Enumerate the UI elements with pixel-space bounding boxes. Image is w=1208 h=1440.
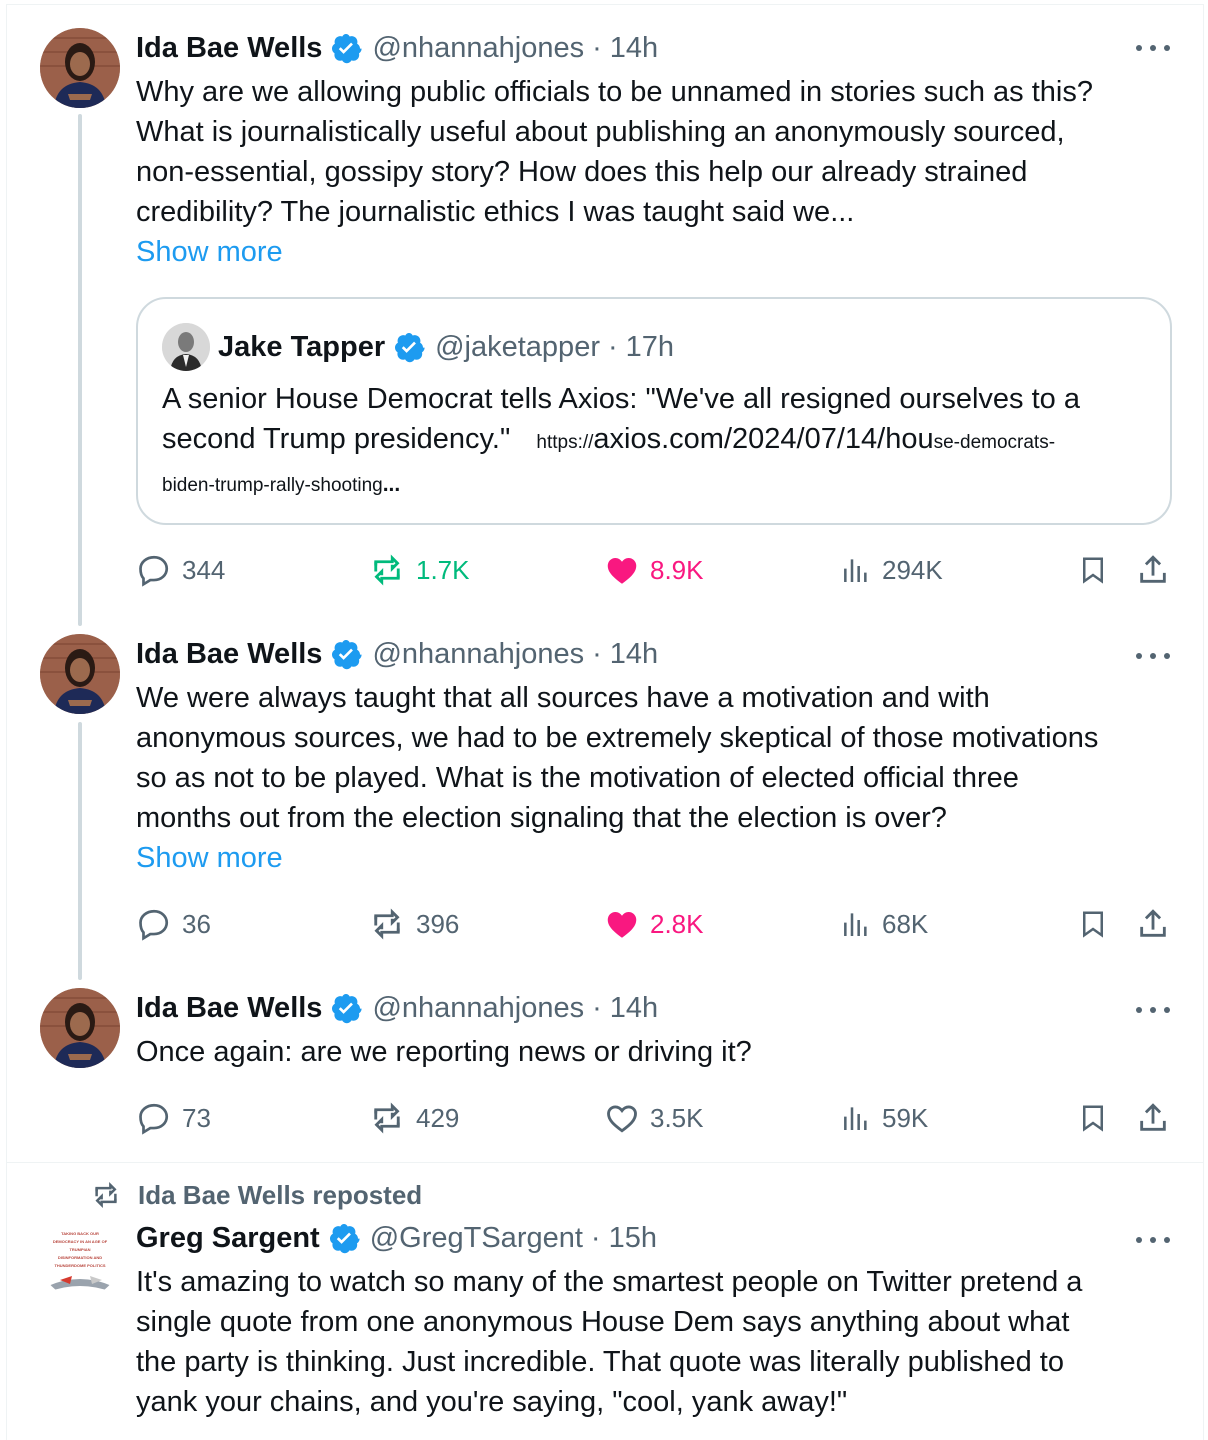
more-options-icon[interactable] <box>1136 651 1170 661</box>
view-count: 59K <box>882 1102 929 1133</box>
thread-line <box>78 114 82 626</box>
user-handle[interactable]: @nhannahjones <box>372 991 585 1024</box>
link-main[interactable]: axios.com/2024/07/14/hou <box>593 423 934 455</box>
repost-label: Ida Bae Wells reposted <box>138 1179 423 1210</box>
user-handle[interactable]: @nhannahjones <box>372 637 585 670</box>
like-count: 8.9K <box>650 554 704 585</box>
separator: · <box>592 31 602 64</box>
show-more-link[interactable]: Show more <box>136 842 283 874</box>
verified-badge-icon <box>330 638 362 670</box>
text-line: anonymous sources, we had to be extremely skeptical of those motivations <box>136 722 1099 754</box>
repost-indicator[interactable] <box>90 1178 422 1212</box>
share-button[interactable] <box>1136 1098 1180 1138</box>
repost-button[interactable] <box>368 904 459 944</box>
avatar[interactable] <box>40 634 120 714</box>
like-button[interactable] <box>604 550 704 590</box>
link-prefix[interactable]: https:// <box>536 432 594 453</box>
profile-photo-icon <box>162 323 210 371</box>
thread-line <box>78 722 82 980</box>
text-line: non-essential, gossipy story? How does this help our already strained <box>136 156 1028 188</box>
quoted-line-2 <box>162 419 1162 463</box>
quoted-header <box>218 327 674 367</box>
user-handle[interactable]: @nhannahjones <box>372 31 585 64</box>
timestamp[interactable]: 14h <box>609 637 659 670</box>
heart-filled-icon <box>604 552 640 588</box>
display-name[interactable]: Ida Bae Wells <box>136 31 323 64</box>
repost-count: 396 <box>416 908 460 939</box>
reply-icon <box>136 906 172 942</box>
profile-photo-icon <box>40 634 120 714</box>
tweet-text <box>136 1032 1176 1072</box>
repost-button[interactable] <box>368 550 470 590</box>
bookmark-button[interactable] <box>1078 904 1118 944</box>
display-name[interactable]: Jake Tapper <box>218 330 386 363</box>
bookmark-button[interactable] <box>1078 1098 1118 1138</box>
quoted-line-1: A senior House Democrat tells Axios: "We've all resigned ourselves to a <box>162 383 1080 415</box>
reply-count: 73 <box>182 1102 211 1133</box>
heart-outline-icon <box>604 1100 640 1136</box>
display-name[interactable]: Ida Bae Wells <box>136 991 323 1024</box>
share-icon <box>1136 552 1170 588</box>
book-cover-text: TAKING BACK OUR DEMOCRACY IN AN AGE OF TRUMPIAN DISINFORMATION AND THUNDERDOME POLITICS <box>52 1231 108 1268</box>
verified-badge-icon <box>393 331 425 363</box>
avatar[interactable] <box>40 28 120 108</box>
quoted-line-text: second Trump presidency." <box>162 423 511 455</box>
timestamp[interactable]: 15h <box>608 1221 657 1254</box>
text-line: What is journalistically useful about publishing an anonymously sourced, <box>136 116 1065 148</box>
like-button[interactable] <box>604 904 704 944</box>
verified-badge-icon <box>330 992 362 1024</box>
reply-button[interactable] <box>136 904 211 944</box>
verified-badge-icon <box>328 1222 360 1254</box>
separator: · <box>592 991 602 1024</box>
quoted-tweet[interactable] <box>136 297 1172 525</box>
verified-badge-icon <box>330 32 362 64</box>
more-options-icon[interactable] <box>1136 1005 1170 1015</box>
views-chart-icon <box>840 1100 872 1136</box>
bookmark-icon <box>1078 1100 1108 1136</box>
views-button[interactable] <box>840 1098 928 1138</box>
views-chart-icon <box>840 552 872 588</box>
repost-icon <box>368 552 406 588</box>
text-line: the party is thinking. Just incredible. That quote was literally published to <box>136 1346 1064 1378</box>
profile-photo-icon <box>40 988 120 1068</box>
tweet-text <box>136 1262 1176 1422</box>
separator: · <box>590 1221 601 1254</box>
tweet-divider <box>7 1162 1204 1163</box>
views-button[interactable] <box>840 550 943 590</box>
view-count: 294K <box>882 554 943 585</box>
user-handle[interactable]: @GregTSargent <box>369 1221 583 1254</box>
share-icon <box>1136 1100 1170 1136</box>
reply-icon <box>136 552 172 588</box>
text-line: months out from the election signaling that the election is over? <box>136 802 947 834</box>
separator: · <box>607 330 618 363</box>
text-line: credibility? The journalistic ethics I was taught said we... <box>136 196 855 228</box>
views-chart-icon <box>840 906 872 942</box>
text-line: Why are we allowing public officials to be unnamed in stories such as this? <box>136 76 1093 108</box>
display-name[interactable]: Greg Sargent <box>136 1221 320 1254</box>
share-icon <box>1136 906 1170 942</box>
display-name[interactable]: Ida Bae Wells <box>136 637 323 670</box>
tweet-header <box>136 988 658 1028</box>
more-options-icon[interactable] <box>1136 1235 1170 1245</box>
link-rest[interactable]: se-democrats- <box>933 432 1056 453</box>
more-options-icon[interactable] <box>1136 43 1170 53</box>
tweet-header <box>136 1218 657 1258</box>
repost-icon <box>368 906 406 942</box>
view-count: 68K <box>882 908 929 939</box>
avatar[interactable] <box>40 988 120 1068</box>
repost-count: 429 <box>416 1102 460 1133</box>
timestamp[interactable]: 17h <box>625 330 675 363</box>
tweet-text <box>136 678 1176 838</box>
reply-count: 36 <box>182 908 211 939</box>
text-line: We were always taught that all sources have a motivation and with <box>136 682 990 714</box>
bookmark-button[interactable] <box>1078 550 1118 590</box>
quoted-text <box>162 379 1162 496</box>
action-bar <box>136 1098 1176 1138</box>
text-line: Once again: are we reporting news or driving it? <box>136 1036 752 1068</box>
like-button[interactable] <box>604 1098 704 1138</box>
action-bar <box>136 904 1176 944</box>
profile-photo-icon <box>40 28 120 108</box>
show-more-link[interactable]: Show more <box>136 236 283 268</box>
tweet-text <box>136 72 1176 232</box>
share-button[interactable] <box>1136 550 1180 590</box>
reply-button[interactable] <box>136 550 225 590</box>
text-line: single quote from one anonymous House Dem says anything about what <box>136 1306 1070 1338</box>
repost-button[interactable] <box>368 1098 459 1138</box>
repost-count: 1.7K <box>416 554 470 585</box>
repost-icon <box>90 1180 122 1210</box>
text-line: so as not to be played. What is the motivation of elected official three <box>136 762 1019 794</box>
avatar[interactable] <box>40 1218 120 1298</box>
link-ellipsis: ... <box>382 473 401 496</box>
heart-filled-icon <box>604 906 640 942</box>
text-line: It's amazing to watch so many of the smartest people on Twitter pretend a <box>136 1266 1083 1298</box>
timestamp[interactable]: 14h <box>609 31 659 64</box>
reply-count: 344 <box>182 554 226 585</box>
share-button[interactable] <box>1136 904 1180 944</box>
reply-icon <box>136 1100 172 1136</box>
link-tail[interactable] <box>162 465 400 506</box>
like-count: 3.5K <box>650 1102 704 1133</box>
bookmark-icon <box>1078 552 1108 588</box>
like-count: 2.8K <box>650 908 704 939</box>
reply-button[interactable] <box>136 1098 211 1138</box>
link-tail-text[interactable]: biden-trump-rally-shooting <box>162 475 383 496</box>
action-bar <box>136 550 1176 590</box>
repost-icon <box>368 1100 406 1136</box>
tweet-header <box>136 28 658 68</box>
bookmark-icon <box>1078 906 1108 942</box>
tweet-header <box>136 634 658 674</box>
views-button[interactable] <box>840 904 928 944</box>
separator: · <box>592 637 602 670</box>
user-handle[interactable]: @jaketapper <box>435 330 600 363</box>
avatar[interactable] <box>162 323 210 371</box>
timestamp[interactable]: 14h <box>609 991 659 1024</box>
text-line: yank your chains, and you're saying, "cool, yank away!" <box>136 1386 848 1418</box>
